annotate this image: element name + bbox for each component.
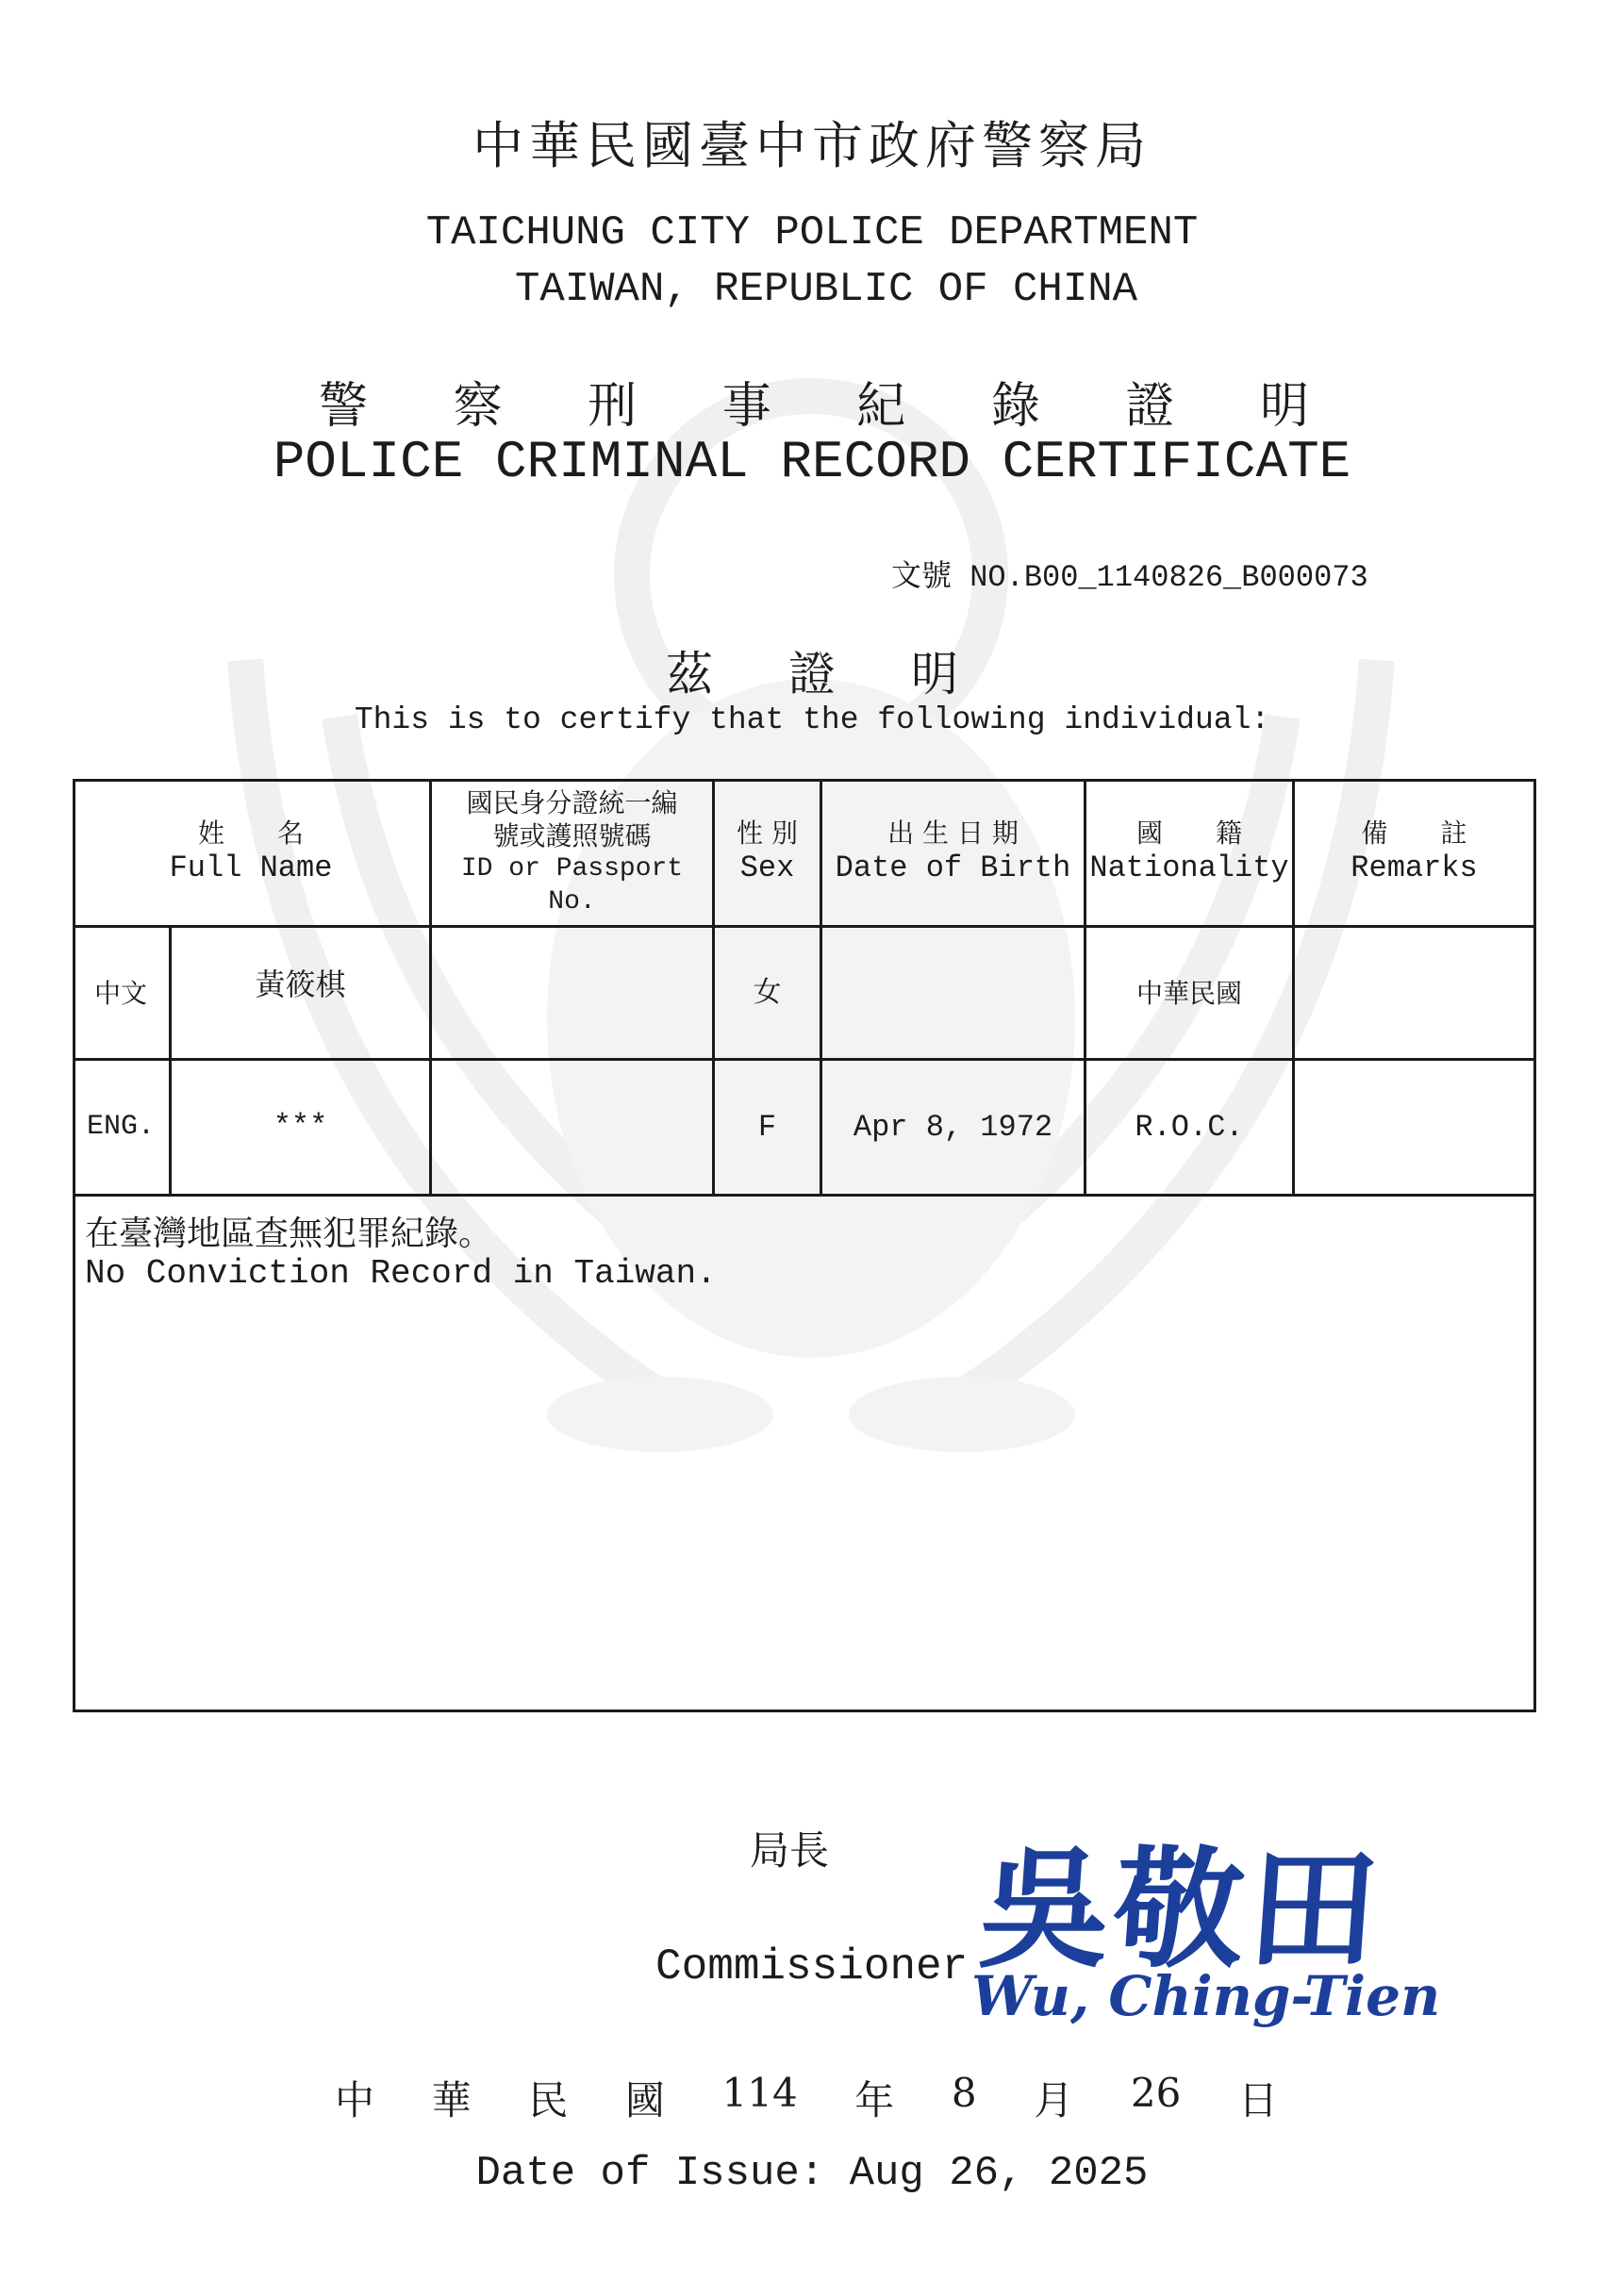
header-full-name: 姓 名 Full Name <box>169 818 333 885</box>
title-char: 明 <box>1259 378 1309 435</box>
country-name-english: TAIWAN, REPUBLIC OF CHINA <box>514 266 1138 313</box>
nationality-chinese-value: 中華民國 <box>1135 977 1242 1009</box>
department-name-chinese: 中華民國臺中市政府警察局 <box>472 116 1152 175</box>
document-number: 文號 NO.B00_1140826_B000073 <box>891 560 1368 595</box>
title-char: 證 <box>1125 378 1175 435</box>
result-statement-chinese: 在臺灣地區查無犯罪紀錄。 <box>85 1214 493 1253</box>
header-remarks: 備 註 Remarks <box>1351 818 1478 885</box>
certify-statement-english: This is to certify that the following individual: <box>354 702 1270 737</box>
row-label-english: ENG. <box>86 1110 155 1143</box>
issue-date-part: 中 <box>335 2077 375 2123</box>
sex-english-value: F <box>757 1109 777 1145</box>
certify-char: 明 <box>911 647 958 702</box>
title-char: 事 <box>721 378 771 435</box>
issue-date-part: 華 <box>431 2077 472 2123</box>
issue-date-english: Date of Issue: Aug 26, 2025 <box>475 2150 1149 2197</box>
header-nationality: 國 籍 Nationality <box>1089 818 1289 885</box>
commissioner-signature-chinese: 吳敬田 <box>974 1832 1387 1986</box>
name-english-value: *** <box>273 1109 328 1144</box>
header-id-passport: 國民身分證統一編 號或護照號碼 ID or Passport No. <box>460 786 684 917</box>
certify-char: 證 <box>788 647 836 702</box>
dob-chinese-value <box>822 928 1084 1058</box>
commissioner-title-chinese: 局長 <box>750 1827 830 1874</box>
commissioner-title-english: Commissioner <box>655 1942 969 1991</box>
id-english-value <box>432 1061 712 1194</box>
issue-date-part: 國 <box>624 2077 665 2123</box>
certify-char: 茲 <box>666 647 713 702</box>
issue-date-part: 民 <box>528 2077 569 2123</box>
header-date-of-birth: 出 生 日 期 Date of Birth <box>835 818 1071 885</box>
certify-heading-chinese <box>0 636 1624 704</box>
name-chinese-value: 黃筱棋 <box>255 966 346 1002</box>
department-name-english: TAICHUNG CITY POLICE DEPARTMENT <box>425 209 1199 256</box>
issue-date-part: 月 <box>1034 2077 1074 2123</box>
issue-date-part: 114 <box>721 2070 798 2116</box>
title-char: 察 <box>453 378 503 435</box>
id-chinese-value <box>432 928 712 1058</box>
remarks-english-value <box>1295 1061 1533 1194</box>
commissioner-signature-english: Wu, Ching-Tien <box>971 1964 1441 2028</box>
title-char: 紀 <box>856 378 906 435</box>
issue-date-chinese <box>335 2070 1278 2126</box>
row-label-chinese: 中文 <box>93 977 147 1009</box>
header-sex: 性 別 Sex <box>737 818 798 885</box>
certificate-title-chinese <box>319 366 1309 437</box>
issue-date-part: 8 <box>951 2070 977 2116</box>
nationality-english-value: R.O.C. <box>1135 1109 1244 1145</box>
issue-date-part: 26 <box>1130 2070 1182 2116</box>
sex-chinese-value: 女 <box>753 976 782 1010</box>
issue-date-part: 年 <box>854 2077 895 2123</box>
certificate-title-english: POLICE CRIMINAL RECORD CERTIFICATE <box>273 432 1351 492</box>
result-statement-english: No Conviction Record in Taiwan. <box>85 1254 717 1293</box>
title-char: 錄 <box>990 378 1040 435</box>
title-char: 警 <box>319 378 369 435</box>
issue-date-part: 日 <box>1237 2077 1278 2123</box>
dob-english-value: Apr 8, 1972 <box>853 1109 1053 1145</box>
title-char: 刑 <box>588 378 638 435</box>
remarks-chinese-value <box>1295 928 1533 1058</box>
